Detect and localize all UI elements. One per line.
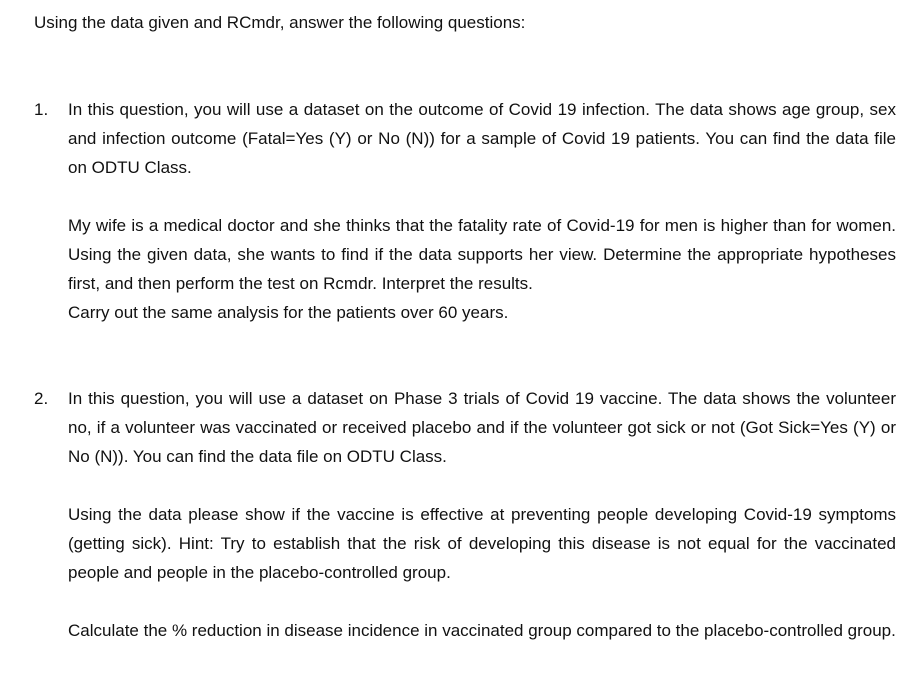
- question-2-paragraph-effectiveness: Using the data please show if the vaccine is effective at preventing people developing Covid-19 symptoms (getting sick). Hint: Try to establish that the risk of developing this disease is not equal for the vaccinated people and people in the placebo-controlled group.: [68, 505, 896, 582]
- question-2-paragraph-reduction: Calculate the % reduction in disease incidence in vaccinated group compared to the placebo-controlled group.: [68, 621, 896, 640]
- question-1-body: [68, 95, 896, 327]
- question-1-paragraph-hypothesis: My wife is a medical doctor and she thinks that the fatality rate of Covid-19 for men is higher than for women. Using the given data, she wants to find if the data supports her view. Determine the appropriate hypotheses first, and then perform the test on Rcmdr. Interpret the results.: [68, 216, 896, 293]
- question-1-paragraph-dataset: In this question, you will use a dataset on the outcome of Covid 19 infection. The data shows age group, sex and infection outcome (Fatal=Yes (Y) or No (N)) for a sample of Covid 19 patients. You can find the data file on ODTU Class.: [68, 100, 896, 177]
- instructions-heading: Using the data given and RCmdr, answer the following questions:: [34, 13, 526, 32]
- question-2-paragraph-dataset: In this question, you will use a dataset on Phase 3 trials of Covid 19 vaccine. The data shows the volunteer no, if a volunteer was vaccinated or received placebo and if the volunteer got sick or not (Got Sick=Yes (Y) or No (N)). You can find the data file on ODTU Class.: [68, 389, 896, 466]
- question-1-number: 1.: [34, 100, 49, 119]
- question-2-number: 2.: [34, 389, 49, 408]
- question-1-paragraph-over-60: Carry out the same analysis for the patients over 60 years.: [68, 303, 509, 322]
- question-2-body: [68, 384, 896, 645]
